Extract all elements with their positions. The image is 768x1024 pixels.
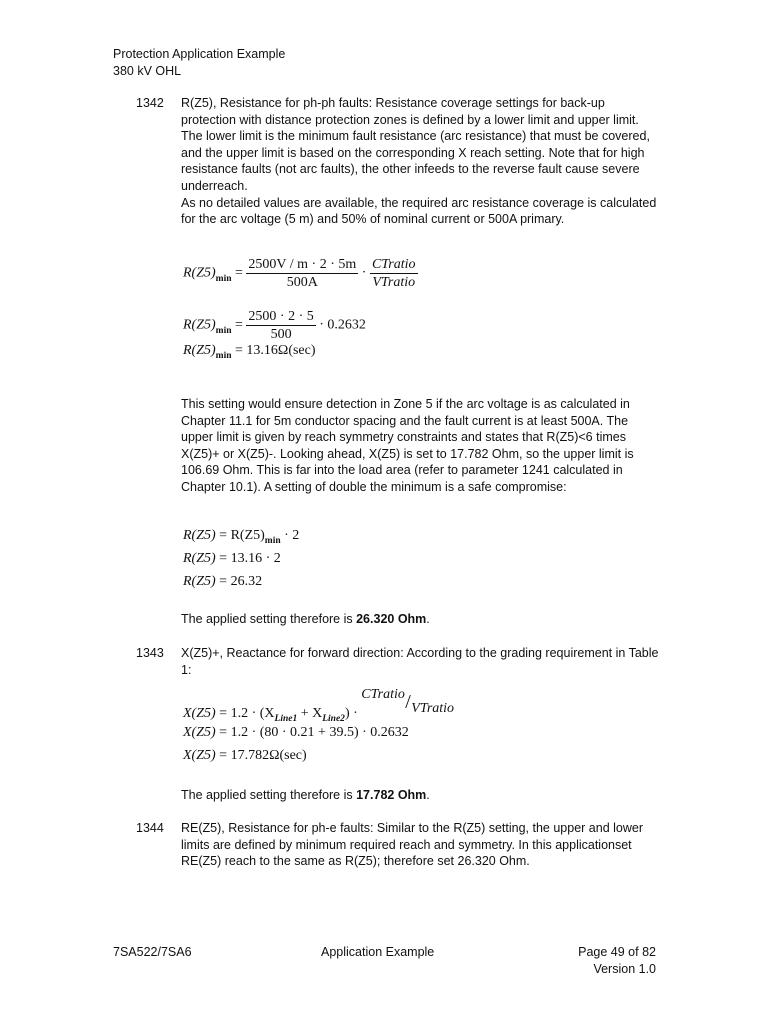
equation-x-2: X(Z5) = 1.2 · (80 · 0.21 + 39.5) · 0.2632 xyxy=(183,725,409,740)
equation-x-1: $X(Z5) = 1.2 \cdot (X_{Line1} + X_{Line2})$ · CTratio / VTratio xyxy=(183,697,459,722)
equation-r-setting-3: R(Z5) = 26.32 xyxy=(183,574,263,589)
param-1342-paragraph-2: As no detailed values are available, the required arc resistance coverage is calculated for the arc voltage (5 m) and 50% of nominal current or 500A primary. xyxy=(181,195,657,227)
ct-vt-ratio: CTratio / VTratio xyxy=(361,687,455,716)
equation-x-3: X(Z5) = 17.782Ω(sec) xyxy=(183,748,307,763)
equation-r-min-3: $R(Z5)_{min} = 13.16\Omega(\sec)$ xyxy=(183,343,316,361)
param-1342-paragraph-1: R(Z5), Resistance for ph-ph faults: Resistance coverage settings for back-up protection with distance protection zones is defined by a lower limit and upper limit. The lower limit is the minimum fault resistance (arc resistance) that must be covered, and the upper limit is based on the corresponding X reach setting. Note that for high resistance faults (not arc faults), the other infeeds to the reverse fault cause severe underreach. xyxy=(181,96,650,193)
page-header xyxy=(113,46,285,79)
applied-value-1343: 17.782 Ohm xyxy=(356,788,427,802)
footer-page-info xyxy=(540,944,656,977)
equation-r-min-1: $R(Z5)_{min}$ = $\frac{2500V / m \cdot 2 \cdot 5m}{500A}$ · $\frac{\text{CTratio}}{\text{VTratio}}$ xyxy=(183,257,416,290)
header-title: Protection Application Example xyxy=(113,47,286,61)
param-description-1343: X(Z5)+, Reactance for forward direction: According to the grading requirement in Table 1: xyxy=(181,646,659,677)
header-subtitle: 380 kV OHL xyxy=(113,63,182,78)
footer-device: 7SA522/7SA6 xyxy=(113,945,192,959)
footer-title: Application Example xyxy=(321,945,435,959)
equation-r-min-2: $R(Z5)_{min}$ = $\frac{2500 \cdot 2 \cdot 5}{500}$ · 0.2632 xyxy=(183,309,366,342)
param-1342-paragraph-3: This setting would ensure detection in Zone 5 if the arc voltage is as calculated in Chapter 11.1 for 5m conductor spacing and the fault current is at least 500A. The upper limit is given by reach symmetry constraints and states that R(Z5)<6 times X(Z5)+ or X(Z5)-. Looking ahead, X(Z5) is set to 17.782 Ohm, so the upper limit is 106.69 Ohm. This is far into the load area (refer to parameter 1241 calculated in Chapter 10.1). A setting of double the minimum is a safe compromise: xyxy=(181,397,634,494)
applied-value-1342: 26.320 Ohm xyxy=(356,612,427,626)
param-description-1344: RE(Z5), Resistance for ph-e faults: Similar to the R(Z5) setting, the upper and lower limits are defined by minimum required reach and symmetry. In this applicationset RE(Z5) reach to the same as R(Z5); therefore set 26.320 Ohm. xyxy=(181,821,643,869)
param-description-1342 xyxy=(181,95,661,228)
footer-version: Version 1.0 xyxy=(593,961,656,976)
footer-page-number: Page 49 of 82 xyxy=(578,945,656,959)
param-number-1342: 1342 xyxy=(136,96,164,110)
equation-r-setting-2: R(Z5) = 13.16 · 2 xyxy=(183,551,281,566)
param-number-1344: 1344 xyxy=(136,821,164,835)
equation-r-setting-1: $R(Z5) = R(Z5)_{min} \cdot 2$ xyxy=(183,528,300,546)
param-number-1343: 1343 xyxy=(136,646,164,660)
applied-setting-1342: The applied setting therefore is 26.320 Ohm. xyxy=(181,612,430,626)
applied-setting-1343: The applied setting therefore is 17.782 Ohm. xyxy=(181,788,430,802)
